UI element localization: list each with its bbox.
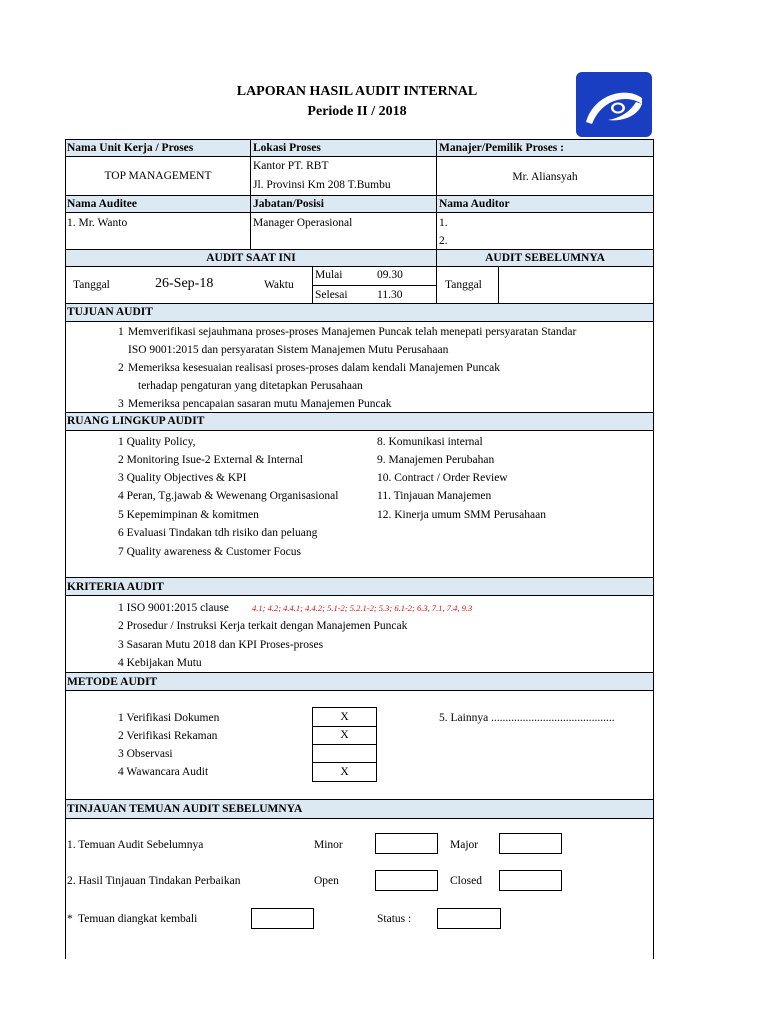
grid-line: [498, 266, 499, 303]
status-input[interactable]: [437, 908, 501, 929]
prev-tanggal-label: Tanggal: [445, 279, 482, 291]
ruang-right-12: 12. Kinerja umum SMM Perusahaan: [377, 509, 546, 521]
grid-line: [65, 595, 654, 596]
tujuan-header: TUJUAN AUDIT: [67, 306, 153, 318]
minor-input[interactable]: [375, 833, 438, 854]
ruang-right-9: 9. Manajemen Perubahan: [377, 454, 495, 466]
grid-line: [312, 285, 437, 286]
selesai-label: Selesai: [315, 289, 348, 301]
open-input[interactable]: [375, 870, 438, 891]
grid-line: [250, 139, 251, 249]
ruang-header: RUANG LINGKUP AUDIT: [67, 415, 205, 427]
metode-checkbox-1[interactable]: [312, 707, 377, 727]
auditee-value: 1. Mr. Wanto: [67, 217, 128, 229]
grid-line: [65, 303, 654, 304]
ruang-left-4: 4 Peran, Tg.jawab & Wewenang Organisasional: [118, 490, 339, 502]
selesai-value: 11.30: [377, 289, 403, 301]
company-logo-icon: [576, 72, 652, 137]
lokasi-line-2: Jl. Provinsi Km 208 T.Bumbu: [253, 179, 391, 191]
grid-line: [65, 799, 654, 800]
tujuan-1-num: 1: [118, 326, 124, 338]
audit-prev-label: AUDIT SEBELUMNYA: [485, 252, 605, 264]
tujuan-2-line2: terhadap pengaturan yang ditetapkan Perusahaan: [138, 380, 363, 392]
grid-line: [436, 139, 437, 249]
metode-lainnya: 5. Lainnya ...........................................: [439, 712, 615, 724]
unit-label: Nama Unit Kerja / Proses: [67, 142, 194, 154]
tinjauan-row-1-label: 1. Temuan Audit Sebelumnya: [67, 839, 204, 851]
ruang-left-1: 1 Quality Policy,: [118, 436, 196, 448]
metode-item-1: 1 Verifikasi Dokumen: [118, 712, 220, 724]
ruang-left-7: 7 Quality awareness & Customer Focus: [118, 546, 302, 558]
metode-checkbox-2[interactable]: [312, 726, 377, 745]
jabatan-label: Jabatan/Posisi: [253, 198, 324, 210]
ruang-left-6: 6 Evaluasi Tindakan tdh risiko dan peluang: [118, 527, 318, 539]
auditee-label: Nama Auditee: [67, 198, 137, 210]
page-period: Periode II / 2018: [307, 104, 407, 119]
tujuan-3-num: 3: [118, 398, 124, 410]
auditor-2: 2.: [439, 235, 448, 247]
tanggal-value: 26-Sep-18: [155, 276, 214, 291]
tujuan-2-num: 2: [118, 362, 124, 374]
auditor-1: 1.: [439, 217, 448, 229]
metode-item-3: 3 Observasi: [118, 748, 173, 760]
ruang-left-3: 3 Quality Objectives & KPI: [118, 472, 247, 484]
kriteria-header: KRITERIA AUDIT: [67, 581, 164, 593]
grid-line: [65, 577, 654, 578]
grid-line: [65, 672, 654, 673]
grid-line: [65, 139, 654, 140]
tujuan-1-line2: ISO 9001:2015 dan persyaratan Sistem Manajemen Mutu Perusahaan: [128, 344, 449, 356]
tinjauan-row-3-star: *: [67, 913, 73, 925]
lokasi-label: Lokasi Proses: [253, 142, 321, 154]
kriteria-item-1: 1 ISO 9001:2015 clause: [118, 602, 229, 614]
grid-line: [65, 249, 654, 250]
grid-line: [65, 818, 654, 819]
tujuan-3-line1: Memeriksa pencapaian sasaran mutu Manajemen Puncak: [128, 398, 392, 410]
open-label: Open: [314, 875, 339, 887]
checkbox-mark: X: [340, 711, 349, 723]
grid-line: [65, 195, 654, 196]
major-label: Major: [450, 839, 479, 851]
minor-label: Minor: [314, 839, 343, 851]
grid-line: [65, 212, 654, 213]
audit-now-label: AUDIT SAAT INI: [206, 252, 296, 264]
ruang-left-5: 5 Kepemimpinan & komitmen: [118, 509, 259, 521]
info-header-row-2: [65, 195, 654, 212]
kriteria-item-2: 2 Prosedur / Instruksi Kerja terkait dengan Manajemen Puncak: [118, 620, 408, 632]
ruang-right-11: 11. Tinjauan Manajemen: [377, 490, 492, 502]
tinjauan-header: TINJAUAN TEMUAN AUDIT SEBELUMNYA: [67, 803, 303, 815]
lokasi-line-1: Kantor PT. RBT: [253, 160, 329, 172]
major-input[interactable]: [499, 833, 562, 854]
waktu-label: Waktu: [264, 279, 294, 291]
status-label: Status :: [377, 913, 412, 925]
mulai-value: 09.30: [377, 269, 403, 281]
kriteria-clauses: 4.1; 4.2; 4.4.1; 4.4.2; 5.1-2; 5.2.1-2; 5.3; 6.1-2; 6.3, 7.1, 7.4, 9.3: [252, 603, 473, 613]
metode-header: METODE AUDIT: [67, 676, 158, 688]
manajer-label: Manajer/Pemilik Proses :: [439, 142, 564, 154]
grid-line: [65, 430, 654, 431]
checkbox-mark: X: [340, 729, 349, 741]
tujuan-2-line1: Memeriksa kesesuaian realisasi proses-proses dalam kendali Manajemen Puncak: [128, 362, 501, 374]
grid-line: [65, 156, 654, 157]
grid-line: [65, 266, 654, 267]
unit-value: TOP MANAGEMENT: [104, 170, 212, 182]
kriteria-item-4: 4 Kebijakan Mutu: [118, 657, 202, 669]
manajer-value: Mr. Aliansyah: [512, 171, 578, 183]
ruang-right-8: 8. Komunikasi internal: [377, 436, 483, 448]
metode-item-2: 2 Verifikasi Rekaman: [118, 730, 218, 742]
page-title: LAPORAN HASIL AUDIT INTERNAL: [236, 84, 478, 99]
ruang-left-2: 2 Monitoring Isue-2 External & Internal: [118, 454, 303, 466]
tanggal-label: Tanggal: [73, 279, 110, 291]
jabatan-value: Manager Operasional: [253, 217, 353, 229]
auditor-label: Nama Auditor: [439, 198, 510, 210]
checkbox-mark: X: [340, 766, 349, 778]
grid-line: [65, 412, 654, 413]
ruang-right-10: 10. Contract / Order Review: [377, 472, 508, 484]
grid-line: [653, 139, 654, 959]
metode-checkbox-4[interactable]: [312, 762, 377, 782]
kriteria-item-3: 3 Sasaran Mutu 2018 dan KPI Proses-proses: [118, 639, 324, 651]
metode-checkbox-3[interactable]: [312, 744, 377, 763]
diangkat-input[interactable]: [251, 908, 314, 929]
metode-item-4: 4 Wawancara Audit: [118, 766, 209, 778]
tinjauan-row-3-label: Temuan diangkat kembali: [78, 913, 198, 925]
tujuan-header-band: [65, 303, 654, 321]
tinjauan-row-2-label: 2. Hasil Tinjauan Tindakan Perbaikan: [67, 875, 241, 887]
grid-line: [65, 321, 654, 322]
tujuan-1-line1: Memverifikasi sejauhmana proses-proses Manajemen Puncak telah menepati persyaratan Standar: [128, 326, 577, 338]
closed-label: Closed: [450, 875, 482, 887]
grid-line: [65, 690, 654, 691]
mulai-label: Mulai: [315, 269, 343, 281]
grid-line: [312, 266, 313, 303]
closed-input[interactable]: [499, 870, 562, 891]
